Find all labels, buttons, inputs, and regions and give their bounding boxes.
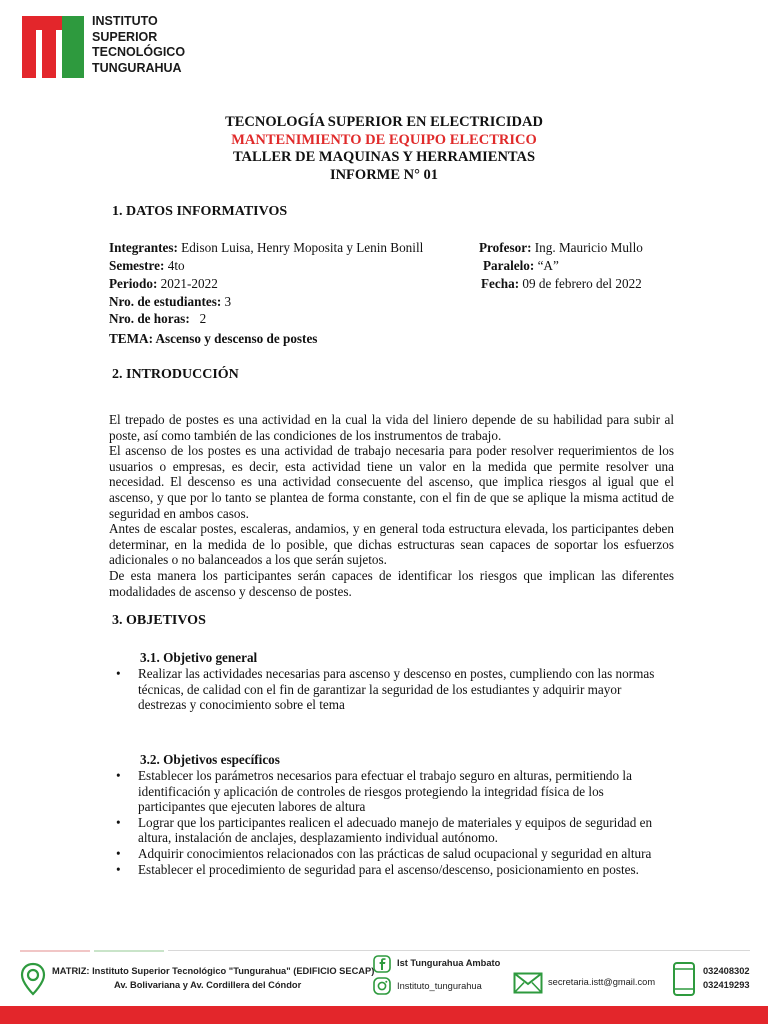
field-profesor [479, 240, 643, 256]
list-item [112, 666, 672, 713]
list-item-text: Realizar las actividades necesarias para ascenso y descenso en postes, cumpliendo con las normas técnicas, de calidad con el fin de garantizar la seguridad de los estudiantes y adquirir mayor destrezas y conocimiento sobre el tema [138, 666, 655, 713]
footer-phone1: 032408302 [703, 966, 750, 976]
field-label: Nro. de horas: [109, 311, 190, 326]
field-value: 2021-2022 [157, 276, 218, 291]
subheading-objetivo-general: 3.1. Objetivo general [140, 650, 258, 665]
field-label: Fecha: [481, 276, 520, 291]
specific-objectives-list [112, 768, 672, 877]
field-value: “A” [534, 258, 559, 273]
list-item [112, 768, 672, 815]
title-subject: MANTENIMIENTO DE EQUIPO ELECTRICO [231, 131, 537, 148]
title-career: TECNOLOGÍA SUPERIOR EN ELECTRICIDAD [225, 114, 543, 130]
section-heading-datos: 1. DATOS INFORMATIVOS [112, 204, 288, 219]
field-label: Profesor: [479, 240, 532, 255]
list-item [112, 815, 672, 846]
logo-line: TECNOLÓGICO [92, 45, 186, 59]
field-label: Integrantes: [109, 240, 178, 255]
phone-icon [672, 961, 696, 997]
field-horas [109, 311, 206, 327]
paragraph: El ascenso de los postes es una actividad de trabajo necesaria para poder resolver requerimientos de los usuarios o empresas, es decir, esta actividad tiene un valor en la medida que permite resolver una necesidad. El descenso es una actividad consecuente del ascenso, que implica riesgos al igual que el ascenso, y que por lo tanto se plantea de forma constante, con el fin de que se aplique la misma actitud de seguridad en ambos casos. [109, 443, 674, 521]
footer-divider [94, 950, 164, 952]
field-value: 09 de febrero del 2022 [519, 276, 642, 291]
bullet-icon: • [116, 861, 121, 877]
list-item [112, 862, 672, 878]
bullet-icon: • [116, 845, 121, 861]
introduction-text [109, 412, 674, 599]
subheading-objetivos-especificos: 3.2. Objetivos específicos [140, 752, 280, 767]
list-item-text: Establecer el procedimiento de seguridad para el ascenso/descenso, posicionamiento en postes. [138, 861, 639, 877]
field-paralelo [483, 258, 559, 274]
bullet-icon: • [116, 768, 121, 783]
instagram-icon [373, 977, 391, 995]
paragraph: Antes de escalar postes, escaleras, andamios, y en general toda estructura elevada, los participantes deben determinar, en la medida de lo posible, que dichas estructuras sean capaces de soportar los esfuerzos adicionales o no balanceados a los que serán sujetos. [109, 521, 674, 568]
list-item-text: Adquirir conocimientos relacionados con las prácticas de salud ocupacional y seguridad en altura [138, 845, 652, 861]
footer-facebook: Ist Tungurahua Ambato [397, 958, 501, 968]
document-title-block [0, 114, 768, 184]
paragraph: De esta manera los participantes serán capaces de identificar los riesgos que implican las diferentes modalidades de ascenso y descenso de postes. [109, 567, 674, 599]
title-report-number: INFORME N° 01 [329, 166, 439, 183]
section-heading-introduccion: 2. INTRODUCCIÓN [112, 367, 239, 382]
field-value: 3 [221, 294, 232, 309]
section-heading-objetivos: 3. OBJETIVOS [112, 613, 206, 628]
footer-address-line2: Av. Bolivariana y Av. Cordillera del Cóndor [114, 980, 302, 990]
email-icon [513, 972, 543, 994]
footer-divider [168, 950, 750, 951]
footer-instagram: Instituto_tungurahua [397, 981, 482, 991]
field-value: 4to [164, 258, 185, 273]
bullet-icon: • [116, 814, 121, 830]
field-value: Edison Luisa, Henry Moposita y Lenin Bonill [177, 240, 424, 255]
logo-line: SUPERIOR [92, 29, 158, 44]
footer-address-line1: MATRIZ: Instituto Superior Tecnológico "Tungurahua" (EDIFICIO SECAP) [52, 966, 375, 976]
logo-line: TUNGURAHUA [92, 60, 182, 75]
list-item-text: Establecer los parámetros necesarios para efectuar el trabajo seguro en alturas, permitiendo la identificación y aplicación de controles de riesgos protegiendo la integridad física de los participantes que ejecuten labores de altura [138, 768, 632, 815]
location-pin-icon [20, 962, 46, 996]
logo-text [92, 14, 185, 76]
field-label: Semestre: [109, 258, 165, 273]
facebook-icon [373, 955, 391, 973]
field-integrantes [109, 240, 423, 256]
field-label: Paralelo: [483, 258, 535, 273]
institute-logo-icon [22, 16, 84, 78]
field-estudiantes [109, 294, 231, 310]
footer-divider [20, 950, 90, 952]
field-fecha [481, 276, 642, 292]
field-label: Nro. de estudiantes: [109, 294, 222, 309]
list-item-text: Lograr que los participantes realicen el adecuado manejo de materiales y equipos de seguridad en altura, instalación de anclajes, desplazamiento individual autónomo. [138, 814, 653, 846]
bullet-icon: • [116, 666, 121, 681]
title-workshop: TALLER DE MAQUINAS Y HERRAMIENTAS [232, 149, 536, 165]
field-label: Periodo: [109, 276, 158, 291]
logo-line: INSTITUTO [92, 14, 158, 28]
footer-email: secretaria.istt@gmail.com [548, 977, 656, 987]
field-value: Ing. Mauricio Mullo [531, 240, 643, 255]
field-semestre [109, 258, 185, 274]
paragraph: El trepado de postes es una actividad en la cual la vida del liniero depende de su habilidad para subir al poste, así como también de las condiciones de los instrumentos de trabajo. [109, 412, 674, 443]
footer-red-bar [0, 1006, 768, 1024]
footer-phone2: 032419293 [703, 980, 750, 990]
field-periodo [109, 276, 218, 292]
field-value: 2 [189, 311, 207, 326]
tema: TEMA: Ascenso y descenso de postes [109, 331, 318, 346]
general-objectives-list [112, 666, 672, 713]
list-item [112, 846, 672, 862]
